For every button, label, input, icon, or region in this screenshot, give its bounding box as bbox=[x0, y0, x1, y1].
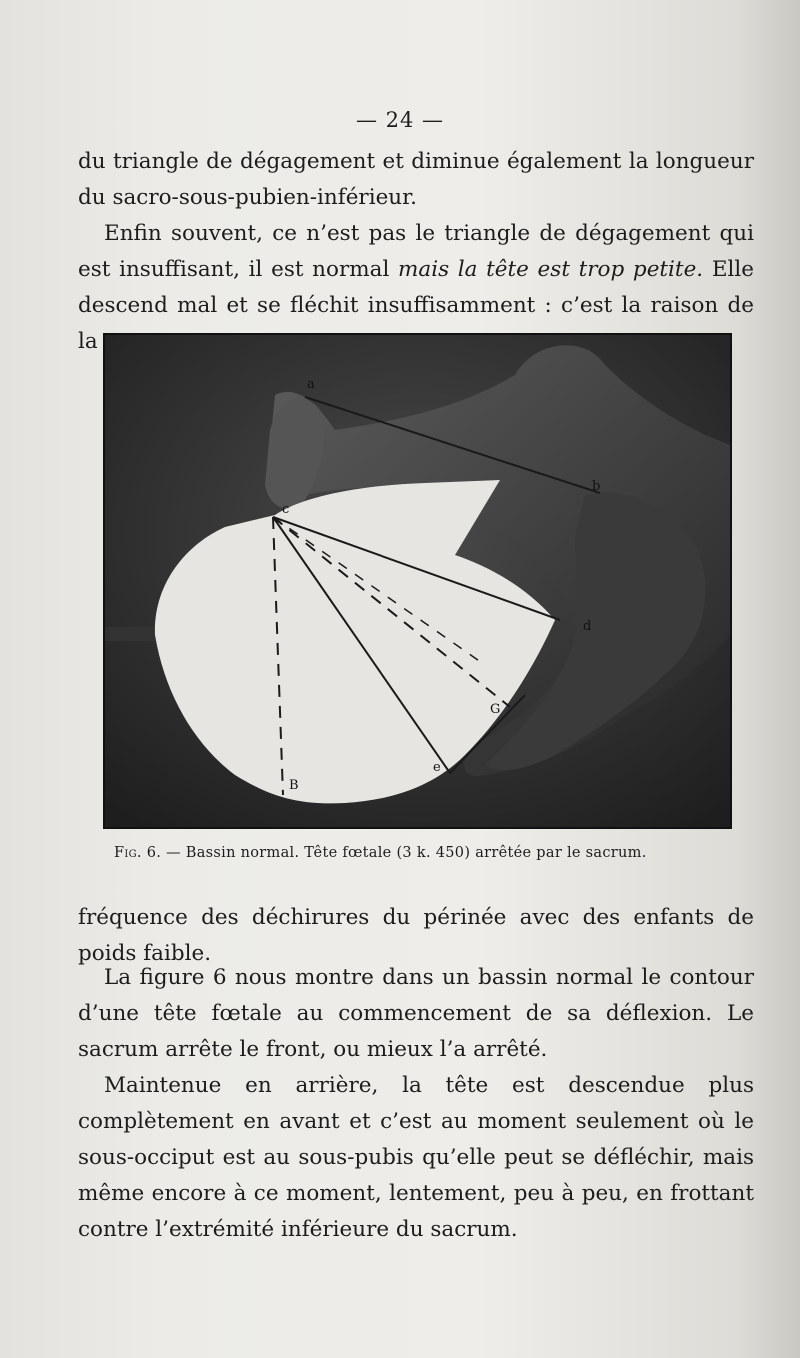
paragraph-2-end: Elle descend mal et se fléchit insuffisamment : c’est la raison de la bbox=[78, 257, 754, 354]
paragraph-1: du triangle de dégagement et diminue également la longueur du sacro-sous-pubien-inférieur. bbox=[78, 149, 754, 210]
caption-label: Fig. 6. bbox=[114, 845, 162, 861]
label-g: G bbox=[490, 702, 501, 717]
label-e: e bbox=[433, 760, 441, 775]
paragraph-3: fréquence des déchirures du périnée avec des enfants de poids faible. bbox=[78, 905, 754, 966]
caption-text: — Bassin normal. Tête fœtale (3 k. 450) arrêtée par le sacrum. bbox=[161, 845, 647, 861]
figure-caption bbox=[114, 845, 754, 861]
paragraph-2-start: Enfin souvent, ce n’est pas le triangle de dégagement qui est insuffisant, il est normal bbox=[78, 221, 754, 282]
label-b: b bbox=[592, 479, 601, 494]
figure-6-photograph bbox=[103, 333, 732, 829]
page-number: — 24 — bbox=[355, 108, 445, 132]
paragraph-2-italic: mais la tête est trop petite. bbox=[398, 257, 704, 282]
label-a: a bbox=[307, 377, 315, 392]
paragraph-5: Maintenue en arrière, la tête est descendue plus complètement en avant et c’est au moment seulement où le sous-occiput est au sous-pubis qu’elle peut se défléchir, mais même encore à ce moment, lentement, peu à peu, en frottant contre l’extrémité inférieure du sacrum. bbox=[78, 1073, 754, 1242]
pelvis-figure bbox=[105, 335, 730, 827]
label-c: c bbox=[282, 502, 290, 517]
label-bp: B bbox=[289, 778, 299, 793]
support-rod bbox=[105, 627, 155, 641]
label-d: d bbox=[583, 619, 592, 634]
paragraph-4: La figure 6 nous montre dans un bassin normal le contour d’une tête fœtale au commencement de sa déflexion. Le sacrum arrête le front, ou mieux l’a arrêté. bbox=[78, 965, 754, 1062]
